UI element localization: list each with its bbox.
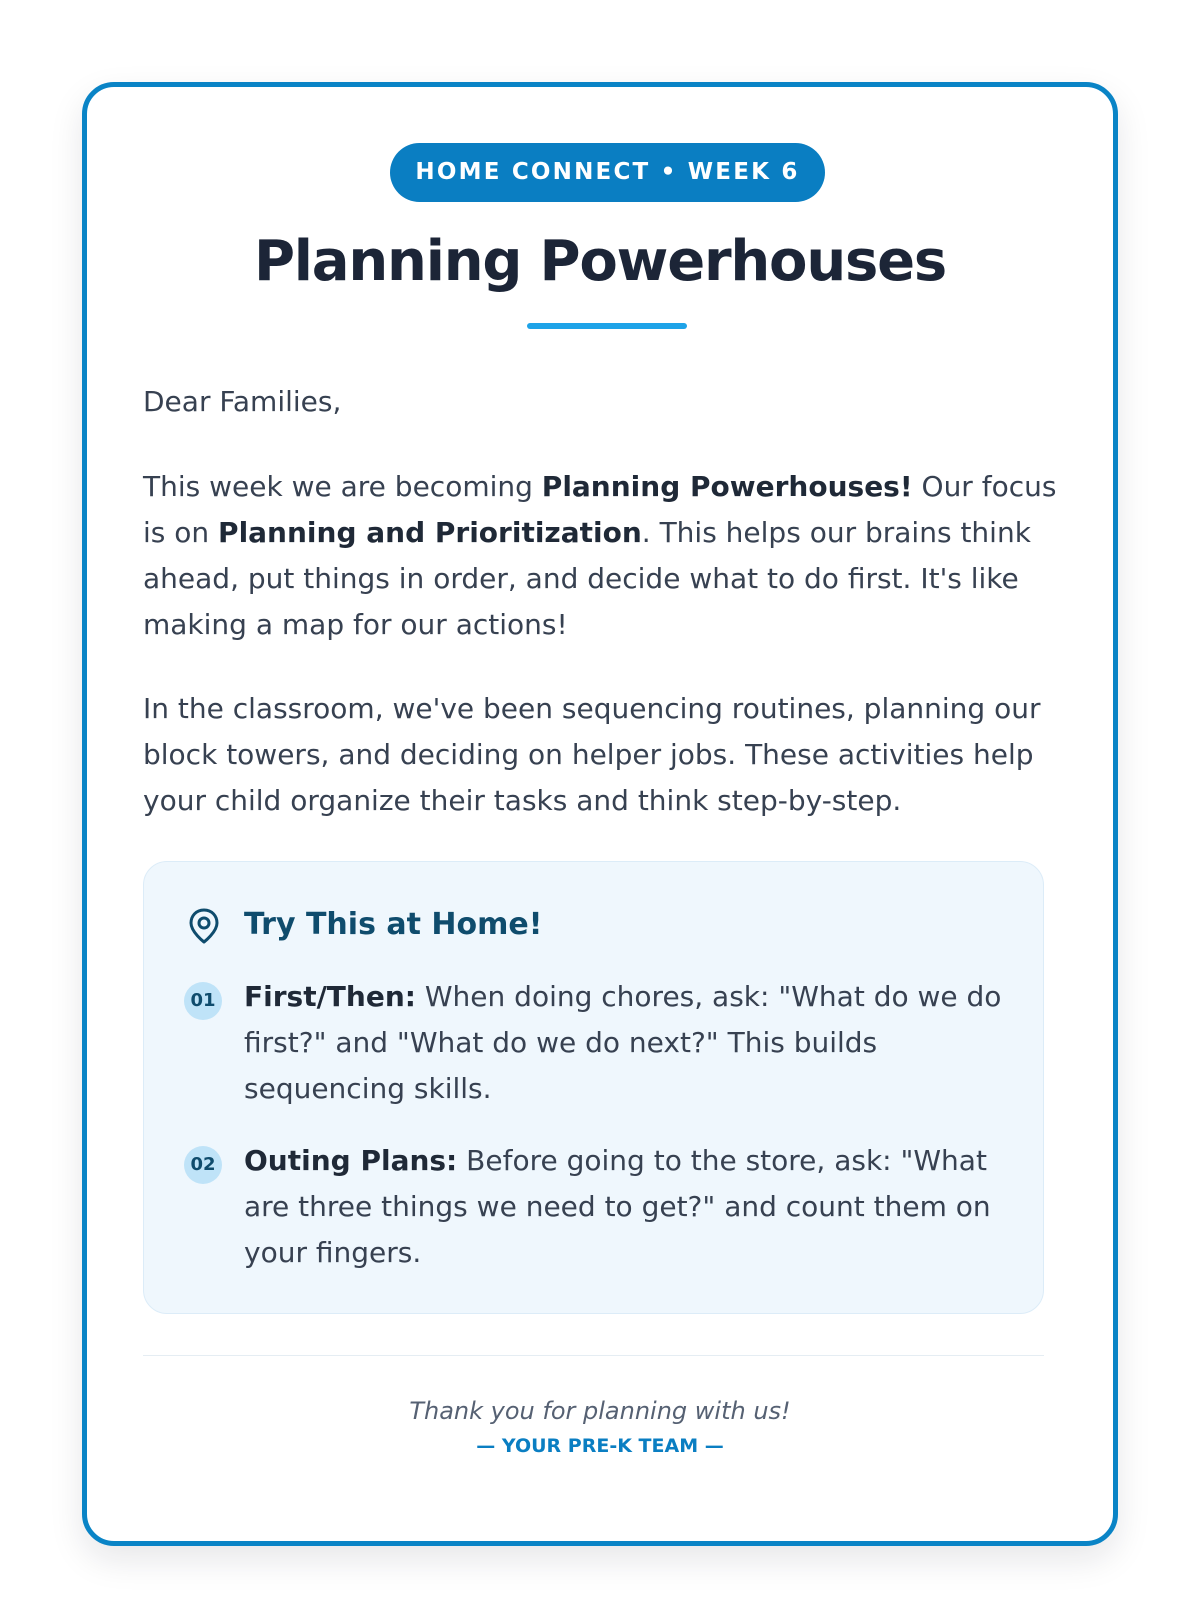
footer-divider bbox=[143, 1355, 1044, 1356]
map-pin-icon bbox=[184, 906, 224, 946]
tip-text bbox=[244, 974, 1004, 1112]
title-underline bbox=[527, 323, 687, 329]
intro-text-3: . This helps our brains think ahead, put things in order, and decide what to do first. It's like making a map for our actions! bbox=[143, 516, 1031, 641]
intro-paragraph bbox=[143, 464, 1068, 648]
tip-label: Outing Plans: bbox=[244, 1144, 458, 1177]
tip-number: 01 bbox=[184, 982, 222, 1020]
thank-you-note: Thank you for planning with us! bbox=[409, 1397, 791, 1425]
intro-emphasis-2: Planning and Prioritization bbox=[218, 516, 642, 549]
greeting: Dear Families, bbox=[143, 385, 342, 418]
intro-text-2: Our focus is on bbox=[143, 470, 1057, 549]
page-title: Planning Powerhouses bbox=[253, 229, 947, 294]
tip-label: First/Then: bbox=[244, 980, 416, 1013]
tip-description: When doing chores, ask: "What do we do first?" and "What do we do next?" This builds sequencing skills. bbox=[244, 980, 1002, 1105]
team-signoff: — YOUR PRE-K TEAM — bbox=[476, 1435, 724, 1457]
classroom-paragraph: In the classroom, we've been sequencing routines, planning our block towers, and deciding on helper jobs. These activities help your child organize their tasks and think step-by-step. bbox=[143, 692, 1041, 817]
tip-number: 02 bbox=[184, 1146, 222, 1184]
tips-heading: Try This at Home! bbox=[244, 907, 543, 942]
tip-text bbox=[244, 1138, 1004, 1276]
intro-emphasis-1: Planning Powerhouses! bbox=[541, 470, 913, 503]
try-at-home-box bbox=[143, 861, 1044, 1314]
newsletter-card bbox=[82, 82, 1118, 1546]
week-badge: HOME CONNECT • WEEK 6 bbox=[390, 143, 825, 202]
intro-text-1: This week we are becoming bbox=[143, 470, 542, 503]
tip-description: Before going to the store, ask: "What are three things we need to get?" and count them on your fingers. bbox=[244, 1144, 991, 1269]
